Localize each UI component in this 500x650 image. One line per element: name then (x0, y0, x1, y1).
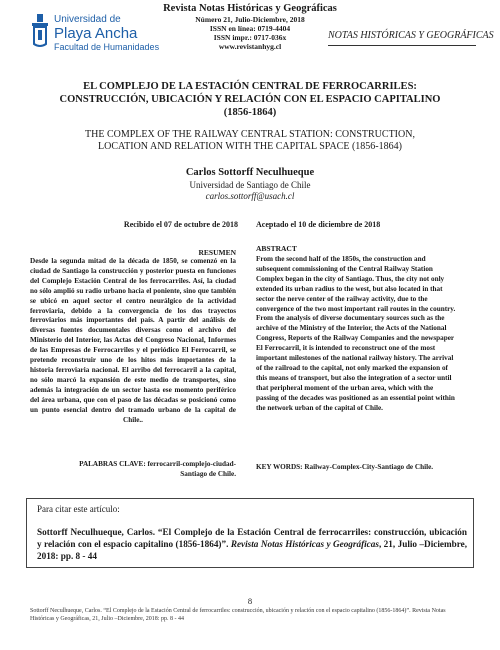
citation-main: Sottorff Neculhueque, Carlos. “El Complejo de la Estación Central de ferrocarriles: construcción, ubicación y relación con el espacio capitalino (1856-1864)”. (37, 527, 467, 549)
abstract-heading: ABSTRACT (256, 244, 297, 253)
article-title-en (40, 129, 460, 153)
journal-wordmark (328, 30, 494, 48)
keywords-es-line2: Santiago de Chile. (180, 470, 236, 478)
university-name-line1: Universidad de (54, 14, 121, 25)
keywords-es-line1: PALABRAS CLAVE: ferrocarril-complejo-ciudad- (79, 460, 236, 468)
citation-journal: Revista Notas Históricas y Geográficas (230, 539, 379, 549)
abstract-text: From the second half of the 1850s, the construction and subsequent commissioning of the Central Railway Station Complex began in the city of Santiago. Thus, the city not only extended its urban radius to the west, but also located in that sector the nerve center of the railway activity, due to the convergence of the two most important rail routes in the country. From the analysis of diverse documentary sources such as the archive of the Ministry of the Interior, the Acts of the National Congress, Reports of the Railway Companies and the newspaper El Ferrocarril, it is intended to reconstruct one of the most important milestones of the national railway history. The arrival of the railroad to the capital, not only marked the expansion of this means of transport, but also the integration of a sector until that peripheral moment of the urban area, which with the passing of the decades was positioned as an essential point within the network urban of the capital of Chile. (256, 255, 456, 412)
accepted-date: Aceptado el 10 de diciembre de 2018 (256, 220, 381, 229)
journal-wordmark-rule (328, 45, 476, 46)
page-number: 8 (247, 596, 253, 606)
keywords-en: KEY WORDS: Railway-Complex-City-Santiago de Chile. (256, 463, 434, 471)
footer-citation: Sottorff Neculhueque, Carlos. “El Complejo de la Estación Central de ferrocarriles: construcción, ubicación y relación con el espacio capitalino (1856-1864)”. Revista Notas Históricas y Geográficas, 21, Julio –Diciembre, 2018: pp. 8 - 44 (30, 608, 446, 622)
journal-wordmark-text: NOTAS HISTÓRICAS Y GEOGRÁFICAS (328, 30, 494, 41)
citation-tail: , 21, Julio –Diciembre, 2018: pp. 8 - 44 (37, 539, 468, 561)
title-es-line: EL COMPLEJO DE LA ESTACIÓN CENTRAL DE FERROCARRILES: (83, 81, 417, 92)
author-email[interactable]: carlos.sottorff@usach.cl (205, 191, 295, 201)
article-title-es (40, 80, 460, 119)
journal-title: Revista Notas Históricas y Geográficas (163, 3, 337, 14)
citation-label: Para citar este artículo: (37, 504, 120, 514)
resumen-text: Desde la segunda mitad de la década de 1850, se comenzó en la ciudad de Santiago la construcción y posterior puesta en funciones del Complejo Estación Central de los ferrocarriles. Así, la ciudad no sólo amplió su radio urbano hacia el poniente, sino que también se ubicó en aquel sector el centro neurálgico de la actividad ferroviaria, debido a la convergencia de los dos trayectos ferroviarios más importantes del país. A partir del análisis de diversas fuentes documentales diversas como el archivo del Ministerio del Interior, las Actas del Congreso Nacional, Informes de las Empresas de Ferrocarriles y el periódico El Ferrocarril, se pretende reconstruir uno de los hitos más importantes de la historia ferroviaria nacional. El arribo del ferrocarril a la capital, no sólo marcó la expansión de este medio de transportes, sino además la integración de un sector hasta ese momento periférico del área urbana, que con el paso de las décadas se posicionó como un punto esencial dentro del tramado urbano de la capital de Chile.. (30, 257, 236, 424)
title-es-line: CONSTRUCCIÓN, UBICACIÓN Y RELACIÓN CON EL ESPACIO CAPITALINO (59, 94, 441, 105)
keywords-es (30, 459, 236, 479)
journal-issn-print: ISSN impr.: 0717-036x (213, 33, 287, 42)
received-date: Recibido el 07 de octubre de 2018 (123, 220, 238, 229)
author-affiliation: Universidad de Santiago de Chile (189, 180, 311, 190)
journal-website: www.revistanhyg.cl (218, 42, 282, 51)
journal-issue: Número 21, Julio-Diciembre, 2018 (195, 15, 305, 24)
journal-info (160, 3, 340, 51)
author-name: Carlos Sottorff Neculhueque (185, 167, 315, 178)
title-en-line: LOCATION AND RELATION WITH THE CAPITAL SPACE (1856-1864) (98, 141, 402, 152)
citation-box (26, 498, 474, 568)
citation-text (37, 526, 467, 562)
faculty-name: Facultad de Humanidades (54, 42, 160, 52)
title-es-line: (1856-1864) (223, 107, 277, 118)
university-name-line2: Playa Ancha (54, 25, 138, 42)
journal-issn-online: ISSN en línea: 0719-4404 (209, 24, 291, 33)
title-en-line: THE COMPLEX OF THE RAILWAY CENTRAL STATION: CONSTRUCTION, (85, 129, 415, 140)
university-emblem-icon (30, 14, 50, 48)
resumen-heading: RESUMEN (198, 248, 236, 257)
